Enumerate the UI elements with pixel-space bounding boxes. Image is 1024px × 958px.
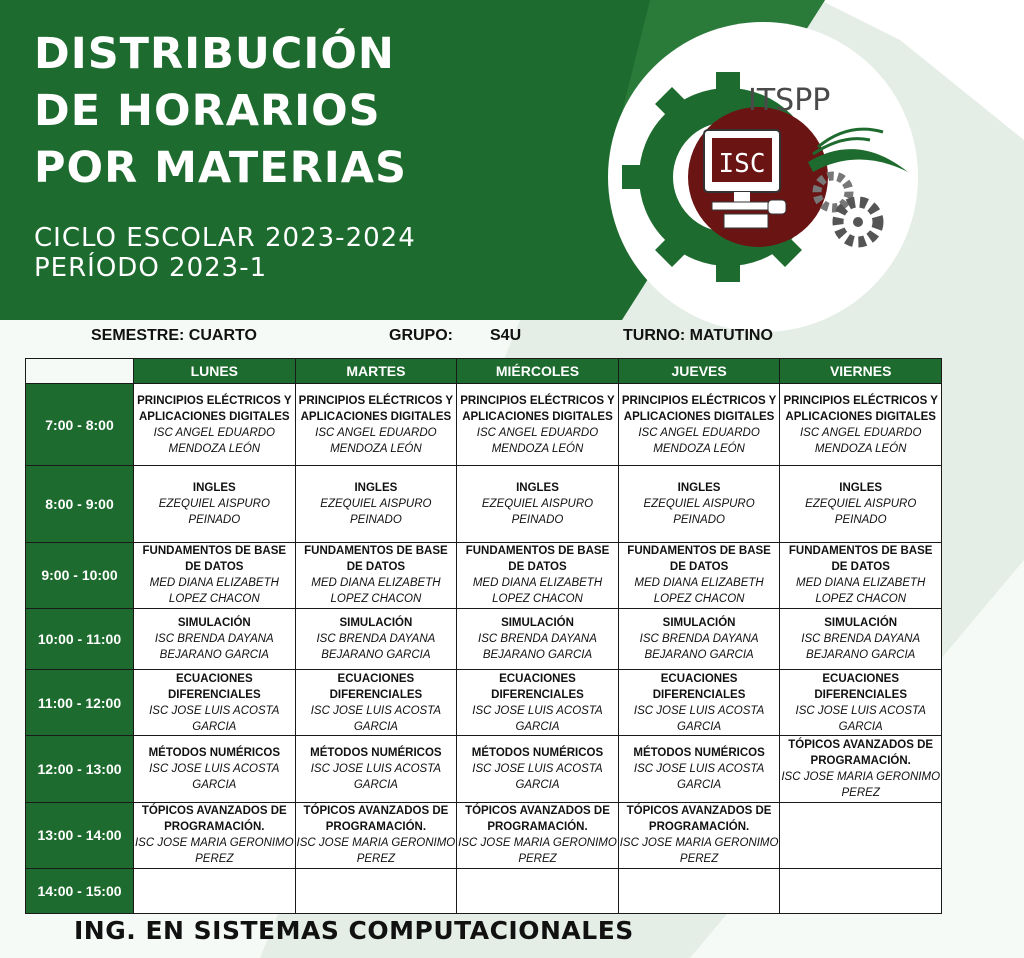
subject-name: PRINCIPIOS ELÉCTRICOS Y APLICACIONES DIGITALES [298,394,454,423]
subject-name: FUNDAMENTOS DE BASE DE DATOS [142,545,287,574]
time-slot: 12:00 - 13:00 [26,736,134,802]
schedule-row [26,466,942,542]
class-cell [618,466,780,542]
schedule-row [26,868,942,913]
title-line-2: DE HORARIOS [34,86,381,136]
class-cell [457,384,619,466]
class-cell [457,868,619,913]
title-line-3: POR MATERIAS [34,143,407,193]
class-cell [618,608,780,669]
teacher-name: ISC JOSE LUIS ACOSTA GARCIA [795,704,926,733]
subject-name: INGLES [354,481,398,494]
subject-name: TÓPICOS AVANZADOS DE PROGRAMACIÓN. [465,805,610,834]
day-header: MIÉRCOLES [457,359,619,384]
time-slot: 9:00 - 10:00 [26,542,134,608]
teacher-name: ISC JOSE LUIS ACOSTA GARCIA [472,704,603,733]
class-cell [134,384,296,466]
subject-name: PRINCIPIOS ELÉCTRICOS Y APLICACIONES DIGITALES [783,394,938,423]
teacher-name: ISC JOSE MARIA GERONIMO PEREZ [458,837,617,866]
subject-name: FUNDAMENTOS DE BASE DE DATOS [304,545,448,574]
teacher-name: EZEQUIEL AISPURO PEINADO [158,497,270,526]
school-period: PERÍODO 2023-1 [34,253,268,283]
class-cell [457,670,619,736]
teacher-name: ISC ANGEL EDUARDO MENDOZA LEÓN [476,426,599,455]
class-cell [134,868,296,913]
subject-name: MÉTODOS NUMÉRICOS [148,746,280,759]
class-cell [780,384,942,466]
time-slot: 13:00 - 14:00 [26,802,134,868]
teacher-name: ISC JOSE MARIA GERONIMO PEREZ [296,837,456,866]
teacher-name: EZEQUIEL AISPURO PEINADO [481,497,594,526]
class-cell [457,736,619,802]
time-slot: 14:00 - 15:00 [26,868,134,913]
subject-name: SIMULACIÓN [824,616,898,629]
class-cell [780,736,942,802]
teacher-name: MED DIANA ELIZABETH LOPEZ CHACON [472,577,603,606]
day-header-row [26,359,942,384]
class-cell [457,608,619,669]
class-cell [618,802,780,868]
time-slot: 8:00 - 9:00 [26,466,134,542]
teacher-name: ISC BRENDA DAYANA BEJARANO GARCIA [478,632,597,661]
class-cell [295,802,457,868]
class-cell [134,802,296,868]
teacher-name: MED DIANA ELIZABETH LOPEZ CHACON [149,577,279,606]
itspp-isc-logo [608,22,918,332]
class-cell [457,542,619,608]
teacher-name: ISC JOSE LUIS ACOSTA GARCIA [310,704,442,733]
subject-name: ECUACIONES DIFERENCIALES [167,672,261,701]
class-cell [134,466,296,542]
corner-cell [26,359,134,384]
class-cell [134,736,296,802]
title-line-1: DISTRIBUCIÓN [34,29,395,79]
schedule-row [26,670,942,736]
class-cell [295,868,457,913]
day-header: JUEVES [618,359,780,384]
subject-name: INGLES [677,481,721,494]
schedule-row [26,802,942,868]
class-cell [457,802,619,868]
subject-name: PRINCIPIOS ELÉCTRICOS Y APLICACIONES DIGITALES [460,394,615,423]
subject-name: TÓPICOS AVANZADOS DE PROGRAMACIÓN. [788,738,934,767]
subject-name: FUNDAMENTOS DE BASE DE DATOS [627,545,771,574]
teacher-name: ISC JOSE LUIS ACOSTA GARCIA [149,762,280,791]
subject-name: FUNDAMENTOS DE BASE DE DATOS [465,545,610,574]
logo-brand-text: ITSPP [748,83,831,118]
teacher-name: ISC ANGEL EDUARDO MENDOZA LEÓN [799,426,922,455]
group-label: GRUPO: [389,327,453,344]
class-cell [295,736,457,802]
teacher-name: ISC JOSE LUIS ACOSTA GARCIA [310,762,442,791]
class-cell [457,466,619,542]
time-slot: 10:00 - 11:00 [26,608,134,669]
teacher-name: EZEQUIEL AISPURO PEINADO [320,497,432,526]
class-cell [134,670,296,736]
subject-name: MÉTODOS NUMÉRICOS [471,746,604,759]
class-cell [618,384,780,466]
class-cell [780,466,942,542]
schedule-row [26,736,942,802]
shift-label: TURNO: MATUTINO [623,327,773,344]
subject-name: SIMULACIÓN [662,616,736,629]
subject-name: PRINCIPIOS ELÉCTRICOS Y APLICACIONES DIGITALES [621,394,777,423]
subject-name: SIMULACIÓN [177,616,251,629]
class-cell [618,670,780,736]
group-value: S4U [490,327,522,344]
header [34,26,416,283]
class-cell [618,868,780,913]
subject-name: INGLES [839,481,883,494]
career-footer: ING. EN SISTEMAS COMPUTACIONALES [74,916,634,945]
class-cell [295,542,457,608]
day-header: VIERNES [780,359,942,384]
class-cell [780,608,942,669]
class-cell [780,542,942,608]
teacher-name: ISC JOSE LUIS ACOSTA GARCIA [633,704,765,733]
class-cell [780,670,942,736]
subject-name: ECUACIONES DIFERENCIALES [329,672,423,701]
schedule-row [26,384,942,466]
subject-name: TÓPICOS AVANZADOS DE PROGRAMACIÓN. [303,805,449,834]
semester-label: SEMESTRE: CUARTO [91,327,257,344]
class-cell [295,384,457,466]
teacher-name: ISC BRENDA DAYANA BEJARANO GARCIA [801,632,921,661]
class-cell [780,802,942,868]
subject-name: TÓPICOS AVANZADOS DE PROGRAMACIÓN. [626,805,772,834]
time-slot: 7:00 - 8:00 [26,384,134,466]
subject-name: INGLES [516,481,559,494]
teacher-name: ISC BRENDA DAYANA BEJARANO GARCIA [639,632,759,661]
day-header: LUNES [134,359,296,384]
teacher-name: ISC ANGEL EDUARDO MENDOZA LEÓN [315,426,437,455]
schedule-table [25,358,942,914]
subject-name: FUNDAMENTOS DE BASE DE DATOS [788,545,933,574]
teacher-name: ISC JOSE LUIS ACOSTA GARCIA [149,704,280,733]
class-cell [618,736,780,802]
class-cell [295,608,457,669]
time-slot: 11:00 - 12:00 [26,670,134,736]
teacher-name: EZEQUIEL AISPURO PEINADO [643,497,755,526]
class-cell [295,670,457,736]
teacher-name: ISC JOSE MARIA GERONIMO PEREZ [619,837,779,866]
teacher-name: MED DIANA ELIZABETH LOPEZ CHACON [634,577,764,606]
day-header: MARTES [295,359,457,384]
class-cell [134,608,296,669]
subject-name: SIMULACIÓN [501,616,574,629]
schedule-row [26,608,942,669]
subject-name: MÉTODOS NUMÉRICOS [633,746,765,759]
teacher-name: ISC JOSE MARIA GERONIMO PEREZ [781,770,941,799]
teacher-name: MED DIANA ELIZABETH LOPEZ CHACON [311,577,441,606]
class-cell [618,542,780,608]
school-cycle: CICLO ESCOLAR 2023-2024 [34,223,416,253]
subject-name: SIMULACIÓN [339,616,413,629]
teacher-name: ISC JOSE LUIS ACOSTA GARCIA [633,762,765,791]
class-cell [134,542,296,608]
schedule-row [26,542,942,608]
teacher-name: ISC JOSE MARIA GERONIMO PEREZ [134,837,294,866]
teacher-name: ISC JOSE LUIS ACOSTA GARCIA [472,762,603,791]
logo-badge-text: ISC [718,149,766,179]
class-cell [295,466,457,542]
subject-name: ECUACIONES DIFERENCIALES [814,672,908,701]
teacher-name: EZEQUIEL AISPURO PEINADO [805,497,917,526]
teacher-name: ISC ANGEL EDUARDO MENDOZA LEÓN [153,426,275,455]
teacher-name: MED DIANA ELIZABETH LOPEZ CHACON [796,577,926,606]
subject-name: ECUACIONES DIFERENCIALES [652,672,746,701]
class-cell [780,868,942,913]
subject-name: PRINCIPIOS ELÉCTRICOS Y APLICACIONES DIGITALES [137,394,292,423]
teacher-name: ISC BRENDA DAYANA BEJARANO GARCIA [316,632,436,661]
subject-name: MÉTODOS NUMÉRICOS [310,746,442,759]
subject-name: TÓPICOS AVANZADOS DE PROGRAMACIÓN. [141,805,287,834]
subject-name: ECUACIONES DIFERENCIALES [491,672,584,701]
teacher-name: ISC ANGEL EDUARDO MENDOZA LEÓN [638,426,760,455]
teacher-name: ISC BRENDA DAYANA BEJARANO GARCIA [154,632,274,661]
subject-name: INGLES [192,481,236,494]
